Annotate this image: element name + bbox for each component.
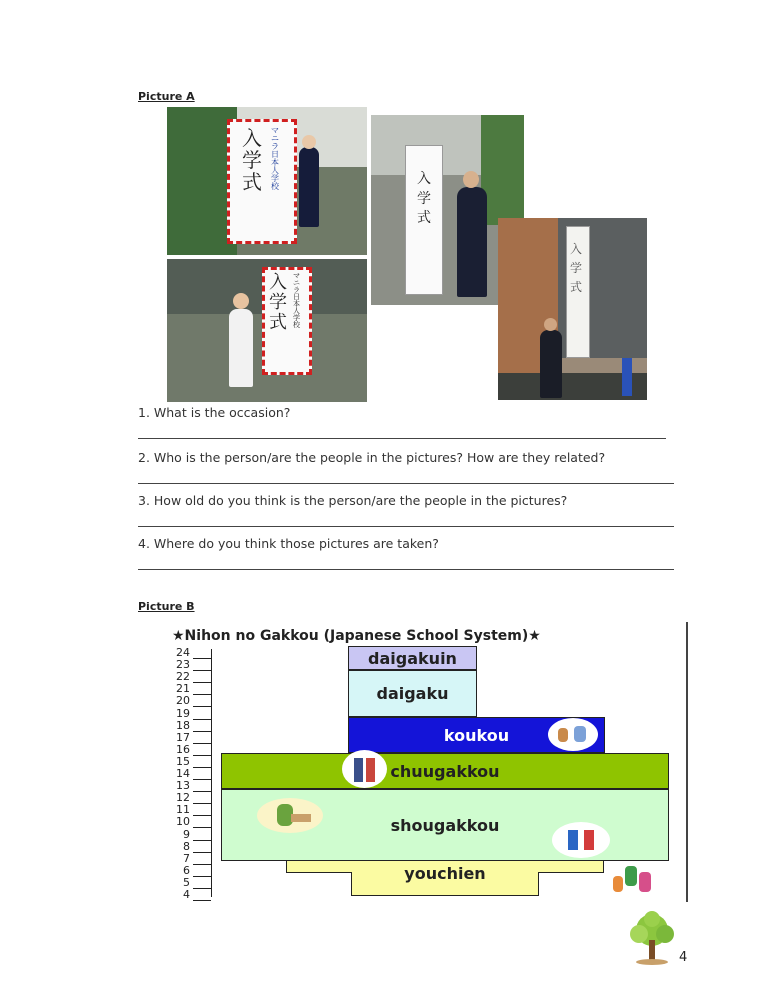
age-label: 23 — [176, 658, 190, 672]
age-tick — [193, 827, 211, 828]
ruler-axis — [211, 649, 212, 897]
child-reading-illustration — [257, 798, 323, 833]
answer-line[interactable] — [138, 569, 674, 570]
age-label: 12 — [176, 791, 190, 805]
age-tick — [193, 719, 211, 720]
sign-text: 入学式 — [269, 272, 287, 333]
age-tick — [193, 852, 211, 853]
photo-entrance-ceremony-4 — [498, 218, 647, 400]
age-label: 17 — [176, 730, 190, 744]
question-1: 1. What is the occasion? — [138, 405, 291, 420]
age-tick — [193, 864, 211, 865]
answer-line[interactable] — [138, 526, 674, 527]
level-label: koukou — [443, 725, 510, 745]
age-label: 9 — [183, 827, 190, 841]
age-label: 19 — [176, 706, 190, 720]
answer-line[interactable] — [138, 483, 674, 484]
age-tick — [193, 876, 211, 877]
age-label: 16 — [176, 742, 190, 756]
age-label: 6 — [183, 863, 190, 877]
kindergarten-illustration — [611, 860, 656, 896]
sign-text: 入学式 — [570, 242, 583, 295]
age-label: 15 — [176, 754, 190, 768]
picture-a-heading: Picture A — [138, 90, 195, 103]
age-tick — [193, 731, 211, 732]
age-label: 5 — [183, 875, 190, 889]
age-tick — [193, 815, 211, 816]
age-label: 14 — [176, 767, 190, 780]
school-system-title: ★Nihon no Gakkou (Japanese School System)★ — [172, 628, 541, 644]
question-3: 3. How old do you think is the person/are the people in the pictures? — [138, 493, 568, 508]
picture-b-heading: Picture B — [138, 600, 195, 613]
age-tick — [193, 840, 211, 841]
age-label: 22 — [176, 670, 190, 684]
age-tick — [193, 888, 211, 889]
sign-text: 入学式 — [417, 171, 431, 227]
question-4: 4. Where do you think those pictures are taken? — [138, 536, 439, 551]
age-tick — [193, 682, 211, 683]
age-tick — [193, 670, 211, 671]
age-tick — [193, 900, 211, 901]
tree-icon — [627, 910, 677, 966]
age-label: 10 — [176, 815, 190, 829]
students-studying-illustration — [548, 718, 598, 751]
question-2: 2. Who is the person/are the people in the pictures? How are they related? — [138, 450, 606, 465]
age-tick — [193, 706, 211, 707]
age-label: 7 — [183, 851, 190, 865]
level-label: youchien — [404, 864, 486, 883]
level-chuugakkou — [221, 753, 669, 789]
photo-entrance-ceremony-1 — [167, 107, 367, 255]
level-label: shougakkou — [390, 815, 500, 835]
age-tick — [193, 755, 211, 756]
photo-entrance-ceremony-2 — [167, 259, 367, 402]
chart-right-border — [686, 622, 688, 902]
age-label: 11 — [176, 803, 190, 817]
age-label: 20 — [176, 694, 190, 708]
children-illustration — [552, 822, 610, 858]
age-label: 21 — [176, 682, 190, 696]
level-daigaku — [348, 670, 477, 717]
level-label: daigakuin — [368, 648, 457, 668]
level-label: chuugakkou — [390, 761, 500, 781]
sign-subtext: マニラ日本人学校 — [271, 126, 279, 191]
age-label: 13 — [176, 779, 190, 793]
age-tick — [193, 658, 211, 659]
age-tick — [193, 694, 211, 695]
age-tick — [193, 743, 211, 744]
age-label: 8 — [183, 839, 190, 853]
age-tick — [193, 779, 211, 780]
age-label: 24 — [176, 646, 190, 659]
tree-logo — [627, 910, 677, 966]
age-tick — [193, 767, 211, 768]
sign-text: 入学式 — [242, 126, 262, 194]
sign-subtext: マニラ日本人学校 — [293, 272, 300, 329]
age-tick — [193, 803, 211, 804]
junior-high-students-illustration — [342, 750, 387, 788]
level-daigakuin — [348, 646, 477, 670]
answer-line[interactable] — [138, 438, 666, 439]
age-tick — [193, 791, 211, 792]
level-label: daigaku — [376, 684, 449, 703]
age-label: 4 — [183, 888, 190, 901]
age-label: 18 — [176, 718, 190, 732]
page-number: 4 — [679, 950, 688, 965]
